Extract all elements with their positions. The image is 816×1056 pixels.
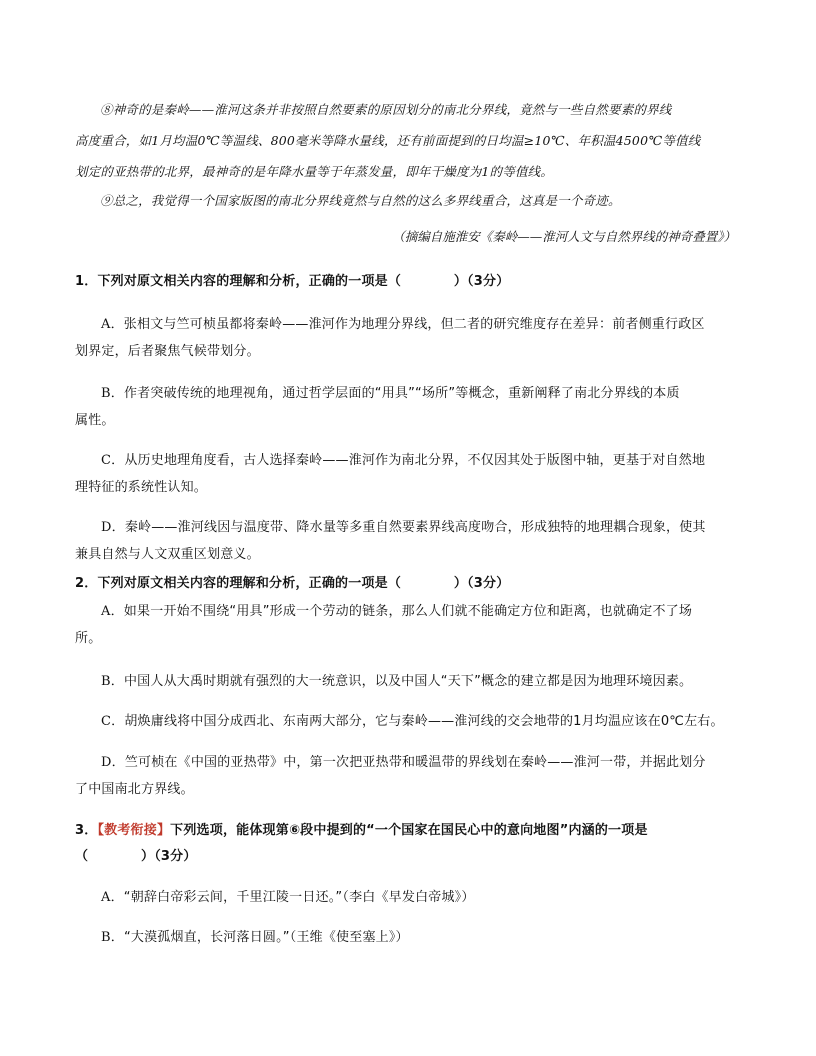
option-text: 胡焕庸线将中国分成西北、东南两大部分，它与秦岭——淮河线的交会地带的1月均温应该在0℃左右。 [124,714,724,729]
question-2-option-a[interactable] [75,598,745,652]
option-text-cont: 划界定，后者聚焦气候带划分。 [75,344,260,359]
option-text-cont: 了中国南北方界线。 [75,782,194,797]
question-1-option-b[interactable] [75,380,745,434]
question-2-option-b[interactable] [75,668,745,695]
option-text: 中国人从大禹时期就有强烈的大一统意识，以及中国人“天下”概念的建立都是因为地理环境因素。 [123,674,693,689]
passage-paragraph-8 [75,94,745,187]
option-text: 作者突破传统的地理视角，通过哲学层面的“用具”“场所”等概念，重新阐释了南北分界线的本质 [123,386,680,401]
option-letter: C． [101,714,125,729]
passage-paragraph-9: ⑨总之，我觉得一个国家版图的南北分界线竟然与自然的这么多界线重合，这真是一个奇迹。 [100,193,621,208]
question-2-option-d[interactable] [75,749,745,803]
option-text: 从历史地理角度看，古人选择秦岭——淮河作为南北分界，不仅因其处于版图中轴，更基于对自然地 [124,453,706,468]
question-2-option-c[interactable] [75,708,745,735]
option-text-cont: 属性。 [75,413,115,428]
option-letter: B． [101,674,124,689]
passage-source: （摘编自施淮安《秦岭——淮河人文与自然界线的神奇叠置》） [392,229,736,244]
passage-line: 高度重合，如1月均温0℃等温线、800毫米等降水量线，还有前面提到的日均温≥10℃、年积温4500℃等值线 [75,133,701,148]
option-letter: D． [101,755,125,770]
question-3-option-a[interactable] [75,884,745,911]
option-letter: A． [101,317,124,332]
question-1-option-c[interactable] [75,447,745,501]
tag-badge: 【教考衔接】 [97,823,171,838]
option-text: 如果一开始不围绕“用具”形成一个劳动的链条，那么人们就不能确定方位和距离，也就确定不了场 [123,604,693,619]
option-text: 竺可桢在《中国的亚热带》中，第一次把亚热带和暖温带的界线划在秦岭——淮河一带，并据此划分 [124,755,706,770]
option-letter: B． [101,930,124,945]
question-3-option-b[interactable] [75,924,745,951]
option-text-cont: 理特征的系统性认知。 [75,480,208,495]
option-text: 张相文与竺可桢虽都将秦岭——淮河作为地理分界线，但二者的研究维度存在差异：前者侧重行政区 [123,317,705,332]
option-letter: B． [101,386,124,401]
option-text: “朝辞白帝彩云间，千里江陵一日还。”（李白《早发白帝城》） [123,890,475,905]
question-1-option-a[interactable] [75,311,745,365]
option-text: 秦岭——淮河线因与温度带、降水量等多重自然要素界线高度吻合，形成独特的地理耦合现象，使其 [124,520,706,535]
question-3-stem [75,818,745,870]
option-text-cont: 兼具自然与人文双重区划意义。 [75,547,260,562]
question-2-stem: 2．下列对原文相关内容的理解和分析，正确的一项是（ ）（3分） [75,576,510,591]
option-letter: A． [101,604,124,619]
option-letter: D． [101,520,125,535]
option-text-cont: 所。 [75,631,102,646]
question-text-cont: （ ）（3分） [75,849,197,864]
option-letter: A． [101,890,124,905]
question-1-stem: 1．下列对原文相关内容的理解和分析，正确的一项是（ ）（3分） [75,274,510,289]
question-1-option-d[interactable] [75,514,745,568]
passage-line: ⑧神奇的是秦岭——淮河这条并非按照自然要素的原因划分的南北分界线，竟然与一些自然要素的界线 [100,102,672,117]
option-letter: C． [101,453,125,468]
passage-line: 划定的亚热带的北界，最神奇的是年降水量等于年蒸发量，即年干燥度为1的等值线。 [75,164,554,179]
question-number: 3． [75,823,98,838]
option-text: “大漠孤烟直，长河落日圆。”（王维《使至塞上》） [123,930,409,945]
question-text: 下列选项，能体现第⑥段中提到的“一个国家在国民心中的意向地图”内涵的一项是 [170,823,648,838]
